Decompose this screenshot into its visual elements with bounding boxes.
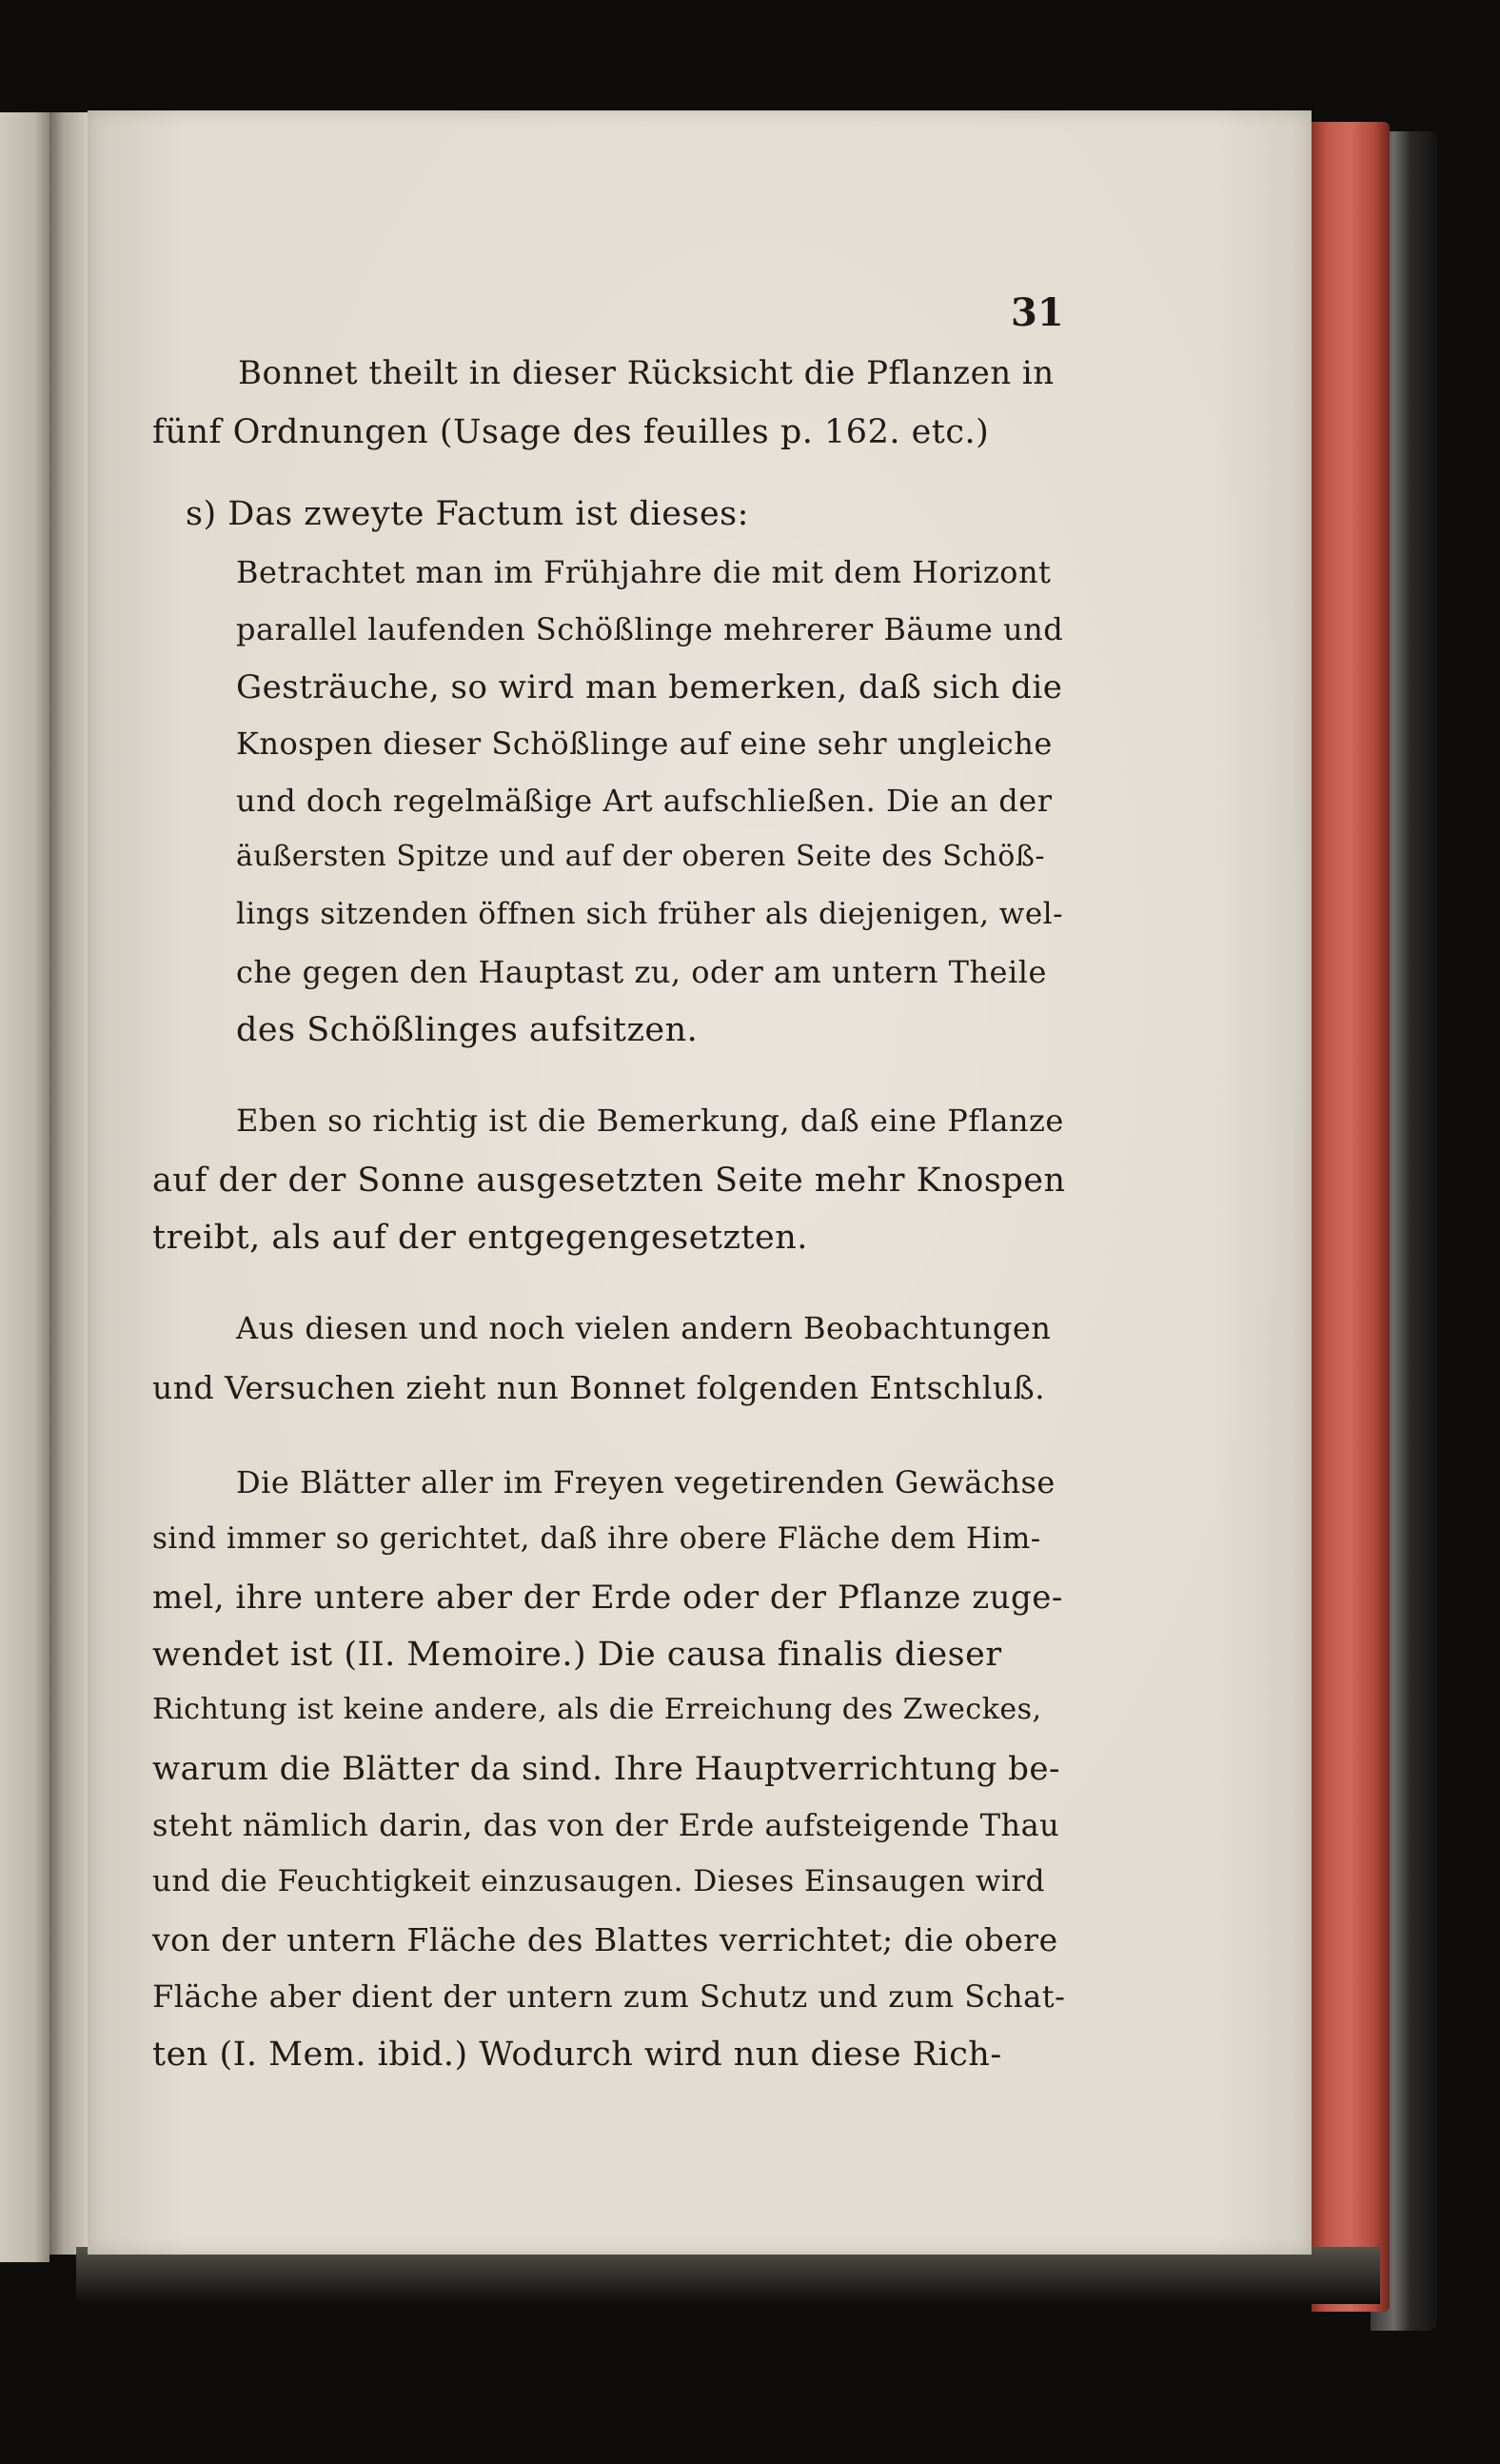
text-line: lings sitzenden öffnen sich früher als diejenigen, wel- <box>236 897 1064 931</box>
text-line: und doch regelmäßige Art aufschließen. Die an der <box>236 783 1053 819</box>
text-line: und Versuchen zieht nun Bonnet folgenden Entschluß. <box>152 1369 1046 1406</box>
text-line: Gesträuche, so wird man bemerken, daß sich die <box>236 668 1063 706</box>
left-page-edge <box>0 112 49 2262</box>
text-line: Fläche aber dient der untern zum Schutz und zum Schat- <box>152 1978 1066 2015</box>
text-line: äußersten Spitze und auf der oberen Seite des Schöß- <box>236 840 1045 873</box>
text-line: auf der der Sonne ausgesetzten Seite mehr Knospen <box>152 1162 1066 1200</box>
text-line: von der untern Fläche des Blattes verrichtet; die obere <box>152 1921 1058 1958</box>
text-line: sind immer so gerichtet, daß ihre obere Fläche dem Him- <box>152 1521 1041 1556</box>
text-line: und die Feuchtigkeit einzusaugen. Dieses Einsaugen wird <box>152 1864 1045 1898</box>
text-line: treibt, als auf der entgegengesetzten. <box>152 1219 808 1257</box>
text-line: ten (I. Mem. ibid.) Wodurch wird nun diese Rich- <box>152 2036 1002 2074</box>
red-page-edges <box>1312 122 1390 2312</box>
text-line: warum die Blätter da sind. Ihre Hauptverrichtung be- <box>152 1750 1061 1788</box>
text-line: Aus diesen und noch vielen andern Beobachtungen <box>236 1310 1052 1346</box>
book-gutter <box>49 112 89 2255</box>
text-line: parallel laufenden Schößlinge mehrerer Bäume und <box>236 611 1064 647</box>
text-line: Eben so richtig ist die Bemerkung, daß eine Pflanze <box>236 1103 1064 1139</box>
text-line: Richtung ist keine andere, als die Erreichung des Zweckes, <box>152 1693 1042 1726</box>
text-line: fünf Ordnungen (Usage des feuilles p. 162. etc.) <box>152 413 990 451</box>
text-line: s) Das zweyte Factum ist dieses: <box>186 495 749 533</box>
text-line: wendet ist (II. Memoire.) Die causa finalis dieser <box>152 1636 1002 1674</box>
text-line: Bonnet theilt in dieser Rücksicht die Pflanzen in <box>238 354 1055 392</box>
text-line: che gegen den Hauptast zu, oder am untern Theile <box>236 954 1047 990</box>
page-number: 31 <box>1011 290 1064 335</box>
text-line: Knospen dieser Schößlinge auf eine sehr ungleiche <box>236 725 1053 762</box>
text-line: Die Blätter aller im Freyen vegetirenden Gewächse <box>236 1464 1056 1500</box>
text-line: steht nämlich darin, das von der Erde aufsteigende Thau <box>152 1807 1060 1843</box>
text-line: mel, ihre untere aber der Erde oder der Pflanze zuge- <box>152 1579 1063 1617</box>
text-line: Betrachtet man im Frühjahre die mit dem Horizont <box>236 554 1052 590</box>
text-line: des Schößlinges aufsitzen. <box>236 1011 699 1049</box>
book-cover-bottom <box>76 2247 1380 2304</box>
